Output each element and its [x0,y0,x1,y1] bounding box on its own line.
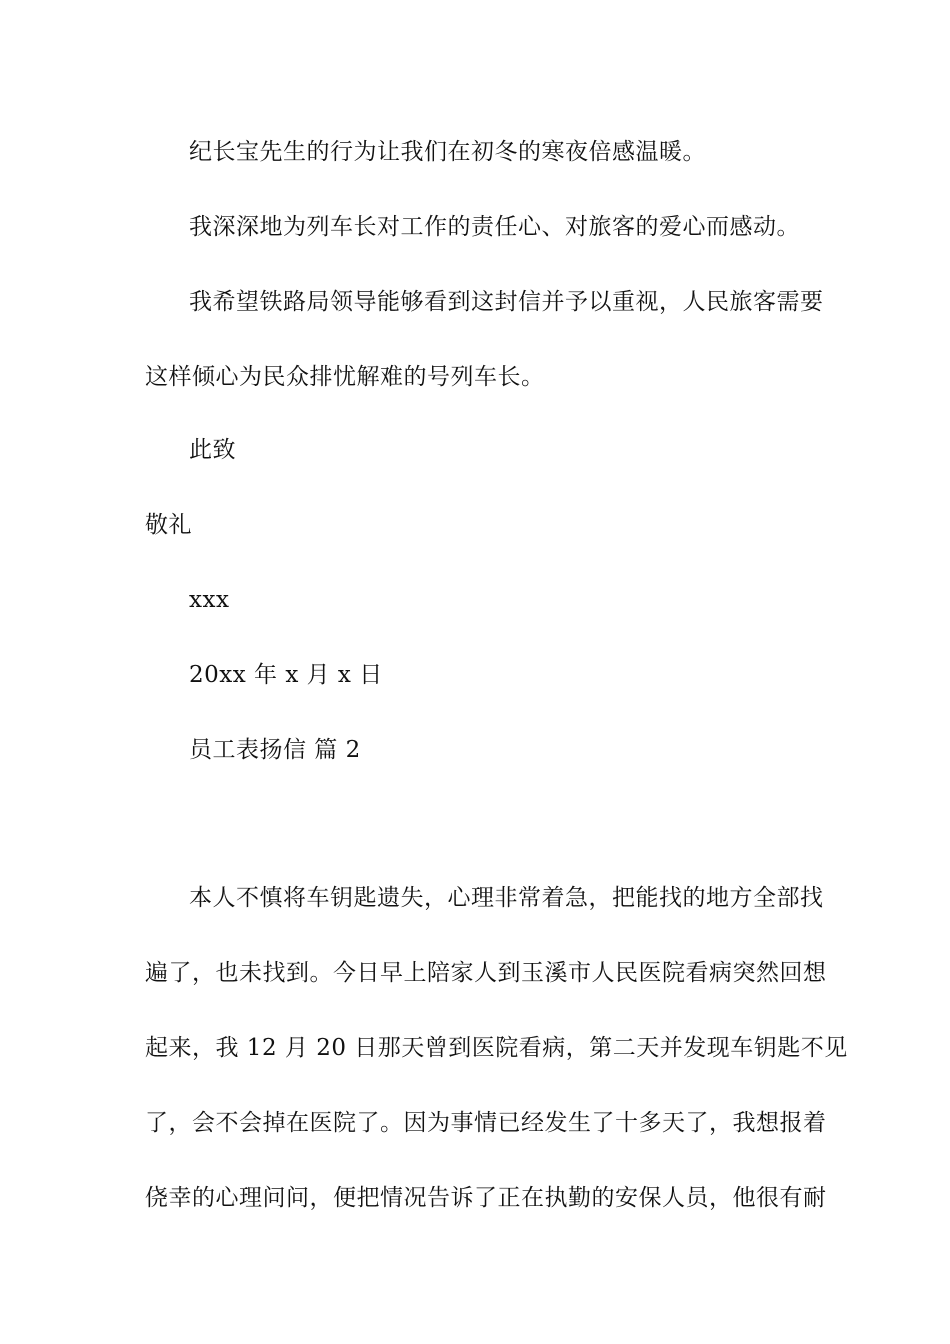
signature-name: xxx [189,587,230,613]
closing-regards: 敬礼 [145,512,192,538]
section-heading: 员工表扬信 篇 2 [189,737,361,763]
paragraph-line: 这样倾心为民众排忧解难的号列车长。 [145,364,545,390]
paragraph-line: 本人不慎将车钥匙遗失，心理非常着急，把能找的地方全部找 [189,885,824,911]
paragraph-line: 起来，我 12 月 20 日那天曾到医院看病，第二天并发现车钥匙不见 [145,1035,848,1061]
paragraph-line: 纪长宝先生的行为让我们在初冬的寒夜倍感温暖。 [189,139,706,165]
paragraph-line: 侥幸的心理问问，便把情况告诉了正在执勤的安保人员，他很有耐 [145,1185,827,1211]
paragraph-line: 我希望铁路局领导能够看到这封信并予以重视，人民旅客需要 [189,289,824,315]
closing-salutation: 此致 [189,437,236,463]
paragraph-line: 遍了，也未找到。今日早上陪家人到玉溪市人民医院看病突然回想 [145,960,827,986]
signature-date: 20xx 年 x 月 x 日 [189,662,383,688]
paragraph-line: 了，会不会掉在医院了。因为事情已经发生了十多天了，我想报着 [145,1110,827,1136]
paragraph-line: 我深深地为列车长对工作的责任心、对旅客的爱心而感动。 [189,214,800,240]
